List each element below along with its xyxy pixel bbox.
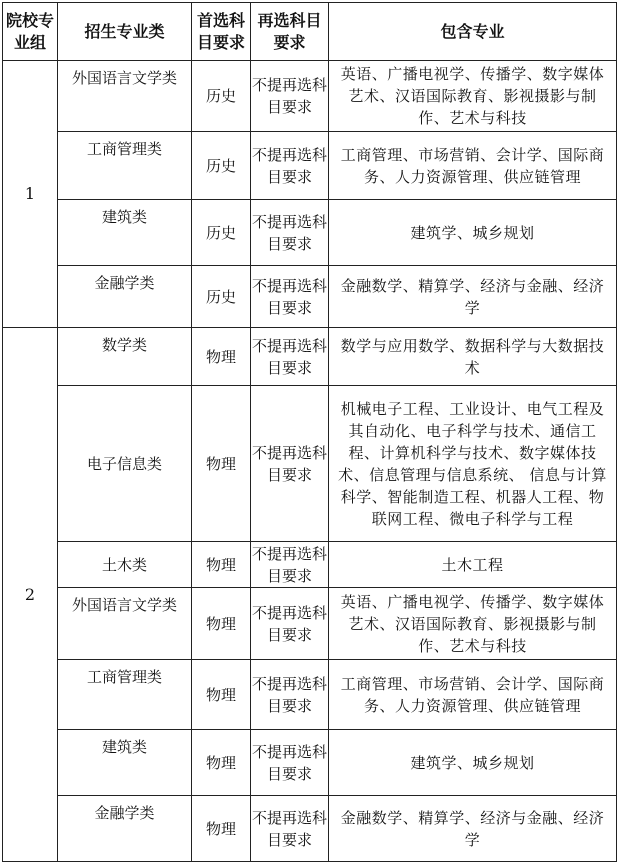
- first-subject-cell: 历史: [192, 132, 251, 200]
- included-majors-cell: 金融数学、精算学、经济与金融、经济学: [329, 796, 617, 862]
- table-row: [3, 730, 617, 796]
- first-subject-cell: 历史: [192, 266, 251, 328]
- category-cell: 外国语言文学类: [58, 588, 192, 660]
- category-cell: 电子信息类: [58, 386, 192, 542]
- category-cell: 金融学类: [58, 266, 192, 328]
- included-majors-cell: 金融数学、精算学、经济与金融、经济学: [329, 266, 617, 328]
- category-cell: 金融学类: [58, 796, 192, 862]
- first-subject-cell: 历史: [192, 200, 251, 266]
- table-row: [3, 660, 617, 730]
- category-cell: 建筑类: [58, 200, 192, 266]
- header-group: 院校专业组: [3, 3, 58, 61]
- included-majors-cell: 工商管理、市场营销、会计学、国际商务、人力资源管理、供应链管理: [329, 132, 617, 200]
- second-subject-cell: 不提再选科目要求: [251, 328, 329, 386]
- category-cell: 工商管理类: [58, 132, 192, 200]
- first-subject-cell: 物理: [192, 386, 251, 542]
- group-number: 2: [3, 328, 58, 862]
- table-row: [3, 61, 617, 132]
- second-subject-cell: 不提再选科目要求: [251, 200, 329, 266]
- category-cell: 外国语言文学类: [58, 61, 192, 132]
- second-subject-cell: 不提再选科目要求: [251, 132, 329, 200]
- included-majors-cell: 英语、广播电视学、传播学、数字媒体艺术、汉语国际教育、影视摄影与制作、艺术与科技: [329, 588, 617, 660]
- included-majors-cell: 建筑学、城乡规划: [329, 200, 617, 266]
- second-subject-cell: 不提再选科目要求: [251, 386, 329, 542]
- table-row: [3, 796, 617, 862]
- admission-table: [2, 2, 617, 862]
- second-subject-cell: 不提再选科目要求: [251, 730, 329, 796]
- category-cell: 土木类: [58, 542, 192, 588]
- table-row: [3, 542, 617, 588]
- included-majors-cell: 机械电子工程、工业设计、电气工程及其自动化、电子科学与技术、通信工程、计算机科学与技术、数字媒体技术、信息管理与信息系统、 信息与计算科学、智能制造工程、机器人工程、物联网工程、微电子科学与工程: [329, 386, 617, 542]
- included-majors-cell: 建筑学、城乡规划: [329, 730, 617, 796]
- table-row: [3, 386, 617, 542]
- header-second-subject: 再选科目要求: [251, 3, 329, 61]
- second-subject-cell: 不提再选科目要求: [251, 542, 329, 588]
- second-subject-cell: 不提再选科目要求: [251, 266, 329, 328]
- group-number: 1: [3, 61, 58, 328]
- included-majors-cell: 英语、广播电视学、传播学、数字媒体艺术、汉语国际教育、影视摄影与制作、艺术与科技: [329, 61, 617, 132]
- included-majors-cell: 土木工程: [329, 542, 617, 588]
- category-cell: 数学类: [58, 328, 192, 386]
- first-subject-cell: 物理: [192, 660, 251, 730]
- table-row: [3, 328, 617, 386]
- included-majors-cell: 数学与应用数学、数据科学与大数据技术: [329, 328, 617, 386]
- first-subject-cell: 物理: [192, 730, 251, 796]
- header-category: 招生专业类: [58, 3, 192, 61]
- header-row: [3, 3, 617, 61]
- table-row: [3, 132, 617, 200]
- category-cell: 建筑类: [58, 730, 192, 796]
- first-subject-cell: 历史: [192, 61, 251, 132]
- second-subject-cell: 不提再选科目要求: [251, 660, 329, 730]
- table-row: [3, 588, 617, 660]
- category-cell: 工商管理类: [58, 660, 192, 730]
- second-subject-cell: 不提再选科目要求: [251, 61, 329, 132]
- second-subject-cell: 不提再选科目要求: [251, 588, 329, 660]
- first-subject-cell: 物理: [192, 588, 251, 660]
- first-subject-cell: 物理: [192, 542, 251, 588]
- included-majors-cell: 工商管理、市场营销、会计学、国际商务、人力资源管理、供应链管理: [329, 660, 617, 730]
- table-row: [3, 266, 617, 328]
- second-subject-cell: 不提再选科目要求: [251, 796, 329, 862]
- header-first-subject: 首选科目要求: [192, 3, 251, 61]
- table-row: [3, 200, 617, 266]
- header-included-majors: 包含专业: [329, 3, 617, 61]
- first-subject-cell: 物理: [192, 328, 251, 386]
- first-subject-cell: 物理: [192, 796, 251, 862]
